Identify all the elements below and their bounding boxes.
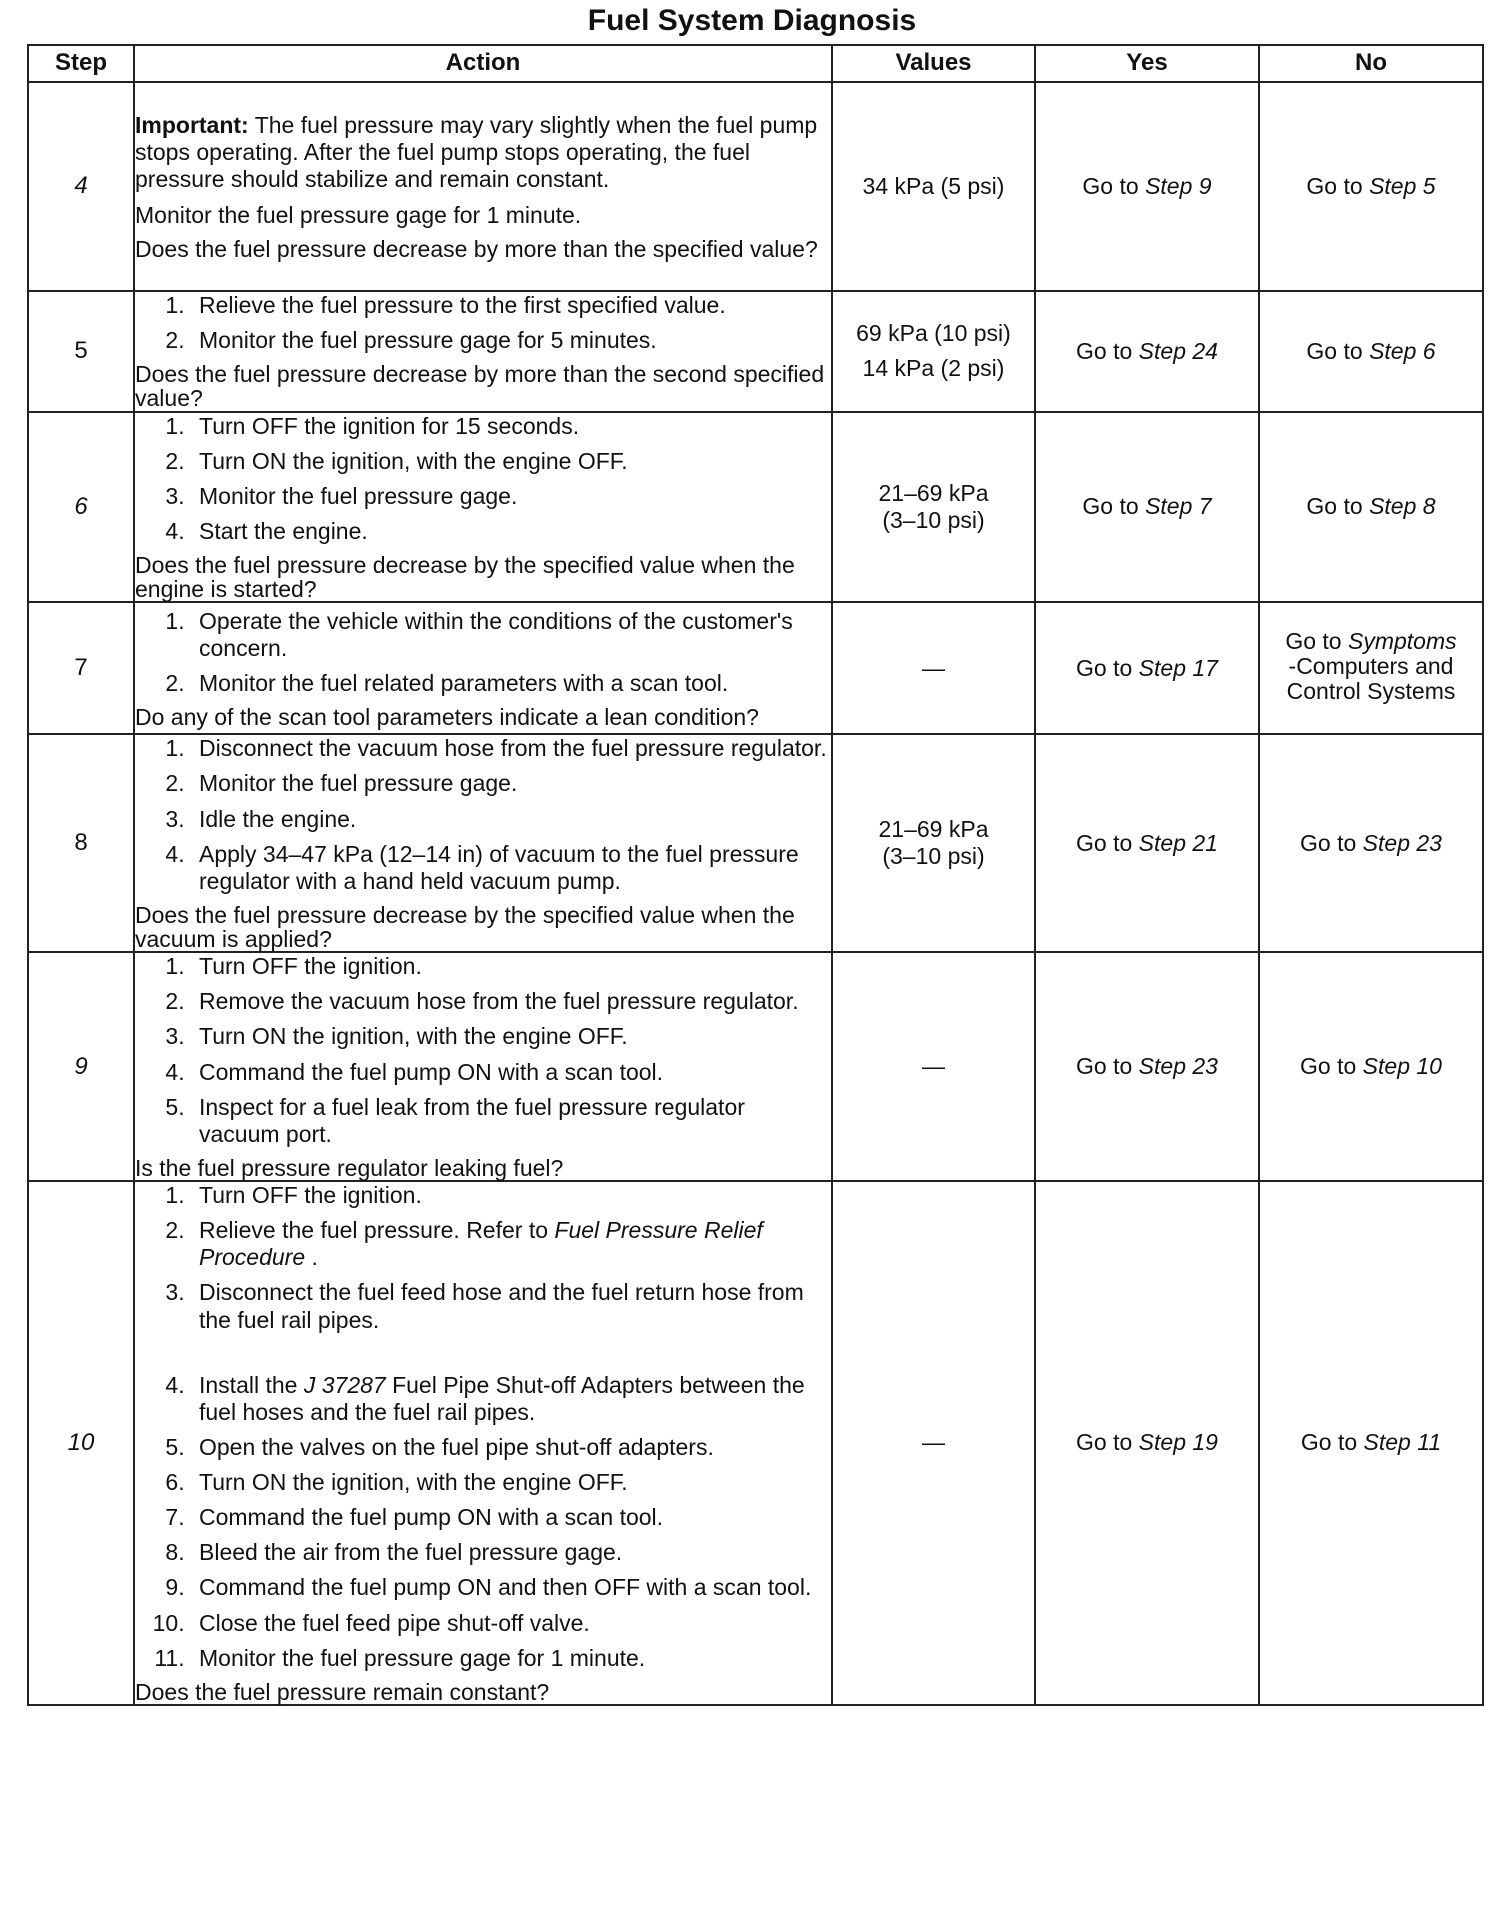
header-step: Step — [28, 45, 134, 82]
header-action: Action — [134, 45, 832, 82]
no-step-link[interactable]: Step 10 — [1362, 1053, 1442, 1080]
action-item: 2. Monitor the fuel pressure gage for 5 minutes. — [191, 327, 831, 354]
no-link-text: Control Systems — [1286, 678, 1456, 705]
table-row — [28, 602, 1483, 734]
no-cell[interactable] — [1259, 602, 1483, 734]
value-dash: — — [922, 1429, 945, 1456]
value-line: 34 kPa (5 psi) — [862, 172, 1005, 199]
action-item: 4. Start the engine. — [191, 518, 831, 545]
action-item: 2. Remove the vacuum hose from the fuel pressure regulator. — [191, 988, 831, 1015]
step-number: 9 — [28, 952, 134, 1181]
value-line: 69 kPa (10 psi) — [856, 320, 1011, 347]
action-item: 3. Turn ON the ignition, with the engine OFF. — [191, 1023, 831, 1050]
action-cell — [134, 291, 832, 412]
important-label: Important: — [135, 112, 249, 139]
action-item — [191, 1217, 831, 1271]
go-to-label: Go to — [1300, 1053, 1357, 1080]
yes-cell[interactable] — [1035, 602, 1259, 734]
action-text: . — [311, 1244, 318, 1271]
step-number: 10 — [28, 1181, 134, 1705]
step-number: 4 — [28, 82, 134, 291]
header-no: No — [1259, 45, 1483, 82]
no-step-link[interactable]: Step 8 — [1369, 493, 1436, 520]
yes-step-link[interactable]: Step 17 — [1138, 654, 1218, 681]
header-row — [28, 45, 1483, 82]
no-cell[interactable] — [1259, 952, 1483, 1181]
yes-cell[interactable] — [1035, 952, 1259, 1181]
action-item: 2. Monitor the fuel pressure gage. — [191, 770, 831, 797]
value-dash: — — [922, 654, 945, 681]
action-item: 2. Monitor the fuel related parameters with a scan tool. — [191, 670, 831, 697]
action-item: 7. Command the fuel pump ON with a scan tool. — [191, 1504, 831, 1531]
action-cell — [134, 952, 832, 1181]
go-to-label: Go to — [1082, 493, 1139, 520]
no-step-link[interactable]: Step 23 — [1362, 829, 1442, 856]
action-item: 3. Disconnect the fuel feed hose and the fuel return hose from the fuel rail pipes. — [191, 1279, 831, 1333]
values-cell — [832, 412, 1035, 603]
action-text: Relieve the fuel pressure. Refer to — [199, 1217, 549, 1244]
step-number: 7 — [28, 602, 134, 734]
go-to-label: Go to — [1076, 1429, 1133, 1456]
action-list — [135, 413, 831, 546]
step-number: 6 — [28, 412, 134, 603]
no-step-link[interactable]: Step 6 — [1369, 337, 1436, 364]
table-row — [28, 82, 1483, 291]
values-cell — [832, 291, 1035, 412]
value-line: (3–10 psi) — [882, 506, 985, 533]
go-to-label: Go to — [1076, 654, 1133, 681]
yes-step-link[interactable]: Step 9 — [1145, 172, 1212, 199]
action-item: 1. Turn OFF the ignition. — [191, 1182, 831, 1209]
go-to-label: Go to — [1300, 1429, 1358, 1456]
question-text: Does the fuel pressure remain constant? — [135, 1678, 550, 1705]
yes-cell[interactable] — [1035, 291, 1259, 412]
no-cell[interactable] — [1259, 291, 1483, 412]
question-text: Does the fuel pressure decrease by more than the second specified value? — [135, 361, 825, 412]
yes-step-link[interactable]: Step 19 — [1138, 1429, 1218, 1456]
action-item: 10. Close the fuel feed pipe shut-off valve. — [191, 1610, 831, 1637]
action-cell — [134, 734, 832, 952]
action-item: 1. Turn OFF the ignition. — [191, 953, 831, 980]
question-text: Is the fuel pressure regulator leaking fuel? — [135, 1154, 564, 1181]
procedure-link[interactable]: Fuel Pressure Relief Procedure — [199, 1217, 763, 1271]
values-cell — [832, 82, 1035, 291]
action-item: 5. Inspect for a fuel leak from the fuel pressure regulator vacuum port. — [191, 1094, 831, 1148]
action-item: 3. Idle the engine. — [191, 806, 831, 833]
action-item: 9. Command the fuel pump ON and then OFF with a scan tool. — [191, 1574, 831, 1601]
go-to-label: Go to — [1306, 172, 1363, 199]
action-text: Fuel Pipe Shut-off Adapters between the fuel hoses and the fuel rail pipes. — [199, 1371, 805, 1425]
no-cell[interactable] — [1259, 734, 1483, 952]
go-to-label: Go to — [1076, 1053, 1133, 1080]
symptoms-link[interactable]: Symptoms — [1348, 627, 1457, 654]
no-step-link[interactable]: Step 5 — [1369, 172, 1436, 199]
value-line: 21–69 kPa — [878, 479, 989, 506]
action-list — [135, 953, 831, 1148]
no-link-text: -Computers and — [1288, 653, 1454, 680]
header-values: Values — [832, 45, 1035, 82]
value-line: 14 kPa (2 psi) — [862, 355, 1005, 382]
go-to-label: Go to — [1300, 829, 1357, 856]
question-text: Does the fuel pressure decrease by more than the specified value? — [135, 235, 818, 262]
action-item: 1. Turn OFF the ignition for 15 seconds. — [191, 413, 831, 440]
step-number: 5 — [28, 291, 134, 412]
yes-cell[interactable] — [1035, 1181, 1259, 1705]
action-item: 8. Bleed the air from the fuel pressure gage. — [191, 1539, 831, 1566]
action-list — [135, 292, 831, 354]
monitor-text: Monitor the fuel pressure gage for 1 minute. — [135, 201, 582, 228]
no-cell[interactable] — [1259, 1181, 1483, 1705]
important-note — [135, 112, 831, 193]
action-list — [135, 1182, 831, 1672]
tool-reference: J 37287 — [303, 1371, 386, 1398]
values-cell — [832, 734, 1035, 952]
step-number: 8 — [28, 734, 134, 952]
question-text: Does the fuel pressure decrease by the specified value when the engine is started? — [135, 552, 795, 603]
values-cell — [832, 952, 1035, 1181]
action-item: 4. Command the fuel pump ON with a scan tool. — [191, 1059, 831, 1086]
diagnosis-table — [27, 44, 1484, 1706]
action-item: 1. Relieve the fuel pressure to the first specified value. — [191, 292, 831, 319]
yes-cell[interactable] — [1035, 412, 1259, 603]
go-to-label: Go to — [1076, 829, 1133, 856]
no-cell[interactable] — [1259, 412, 1483, 603]
no-step-link[interactable]: Step 11 — [1363, 1429, 1442, 1456]
question-text: Do any of the scan tool parameters indicate a lean condition? — [135, 703, 759, 730]
table-row — [28, 291, 1483, 412]
yes-step-link[interactable]: Step 23 — [1138, 1053, 1218, 1080]
action-item: 1. Disconnect the vacuum hose from the fuel pressure regulator. — [191, 735, 831, 762]
important-text: The fuel pressure may vary slightly when the fuel pump stops operating. After the fuel pump stops operating, the fuel pressure should stabilize and remain constant. — [135, 112, 818, 193]
action-item: 11. Monitor the fuel pressure gage for 1 minute. — [191, 1645, 831, 1672]
action-cell — [134, 412, 832, 603]
action-item: 2. Turn ON the ignition, with the engine OFF. — [191, 448, 831, 475]
action-cell — [134, 1181, 832, 1705]
go-to-label: Go to — [1285, 627, 1342, 654]
action-list — [135, 608, 831, 697]
yes-cell[interactable] — [1035, 82, 1259, 291]
page-title: Fuel System Diagnosis — [587, 4, 917, 37]
table-row — [28, 412, 1483, 603]
action-item: 6. Turn ON the ignition, with the engine OFF. — [191, 1469, 831, 1496]
value-dash: — — [922, 1053, 945, 1080]
value-line: (3–10 psi) — [882, 843, 985, 870]
go-to-label: Go to — [1306, 337, 1363, 364]
table-row — [28, 1181, 1483, 1705]
header-yes: Yes — [1035, 45, 1259, 82]
yes-cell[interactable] — [1035, 734, 1259, 952]
values-cell — [832, 602, 1035, 734]
action-text: Install the — [199, 1371, 298, 1398]
go-to-label: Go to — [1306, 493, 1363, 520]
table-row — [28, 734, 1483, 952]
table-row — [28, 952, 1483, 1181]
go-to-label: Go to — [1082, 172, 1139, 199]
value-line: 21–69 kPa — [878, 816, 989, 843]
go-to-label: Go to — [1076, 337, 1133, 364]
action-item — [191, 1372, 831, 1426]
values-cell — [832, 1181, 1035, 1705]
action-cell — [134, 602, 832, 734]
action-item: 3. Monitor the fuel pressure gage. — [191, 483, 831, 510]
action-list — [135, 735, 831, 895]
no-cell[interactable] — [1259, 82, 1483, 291]
action-item: 1. Operate the vehicle within the conditions of the customer's concern. — [191, 608, 831, 662]
action-item: 4. Apply 34–47 kPa (12–14 in) of vacuum to the fuel pressure regulator with a hand held vacuum pump. — [191, 841, 831, 895]
action-cell — [134, 82, 832, 291]
action-item: 5. Open the valves on the fuel pipe shut-off adapters. — [191, 1434, 831, 1461]
yes-step-link[interactable]: Step 21 — [1138, 829, 1218, 856]
yes-step-link[interactable]: Step 24 — [1138, 337, 1218, 364]
question-text: Does the fuel pressure decrease by the specified value when the vacuum is applied? — [135, 901, 795, 953]
yes-step-link[interactable]: Step 7 — [1145, 493, 1212, 520]
